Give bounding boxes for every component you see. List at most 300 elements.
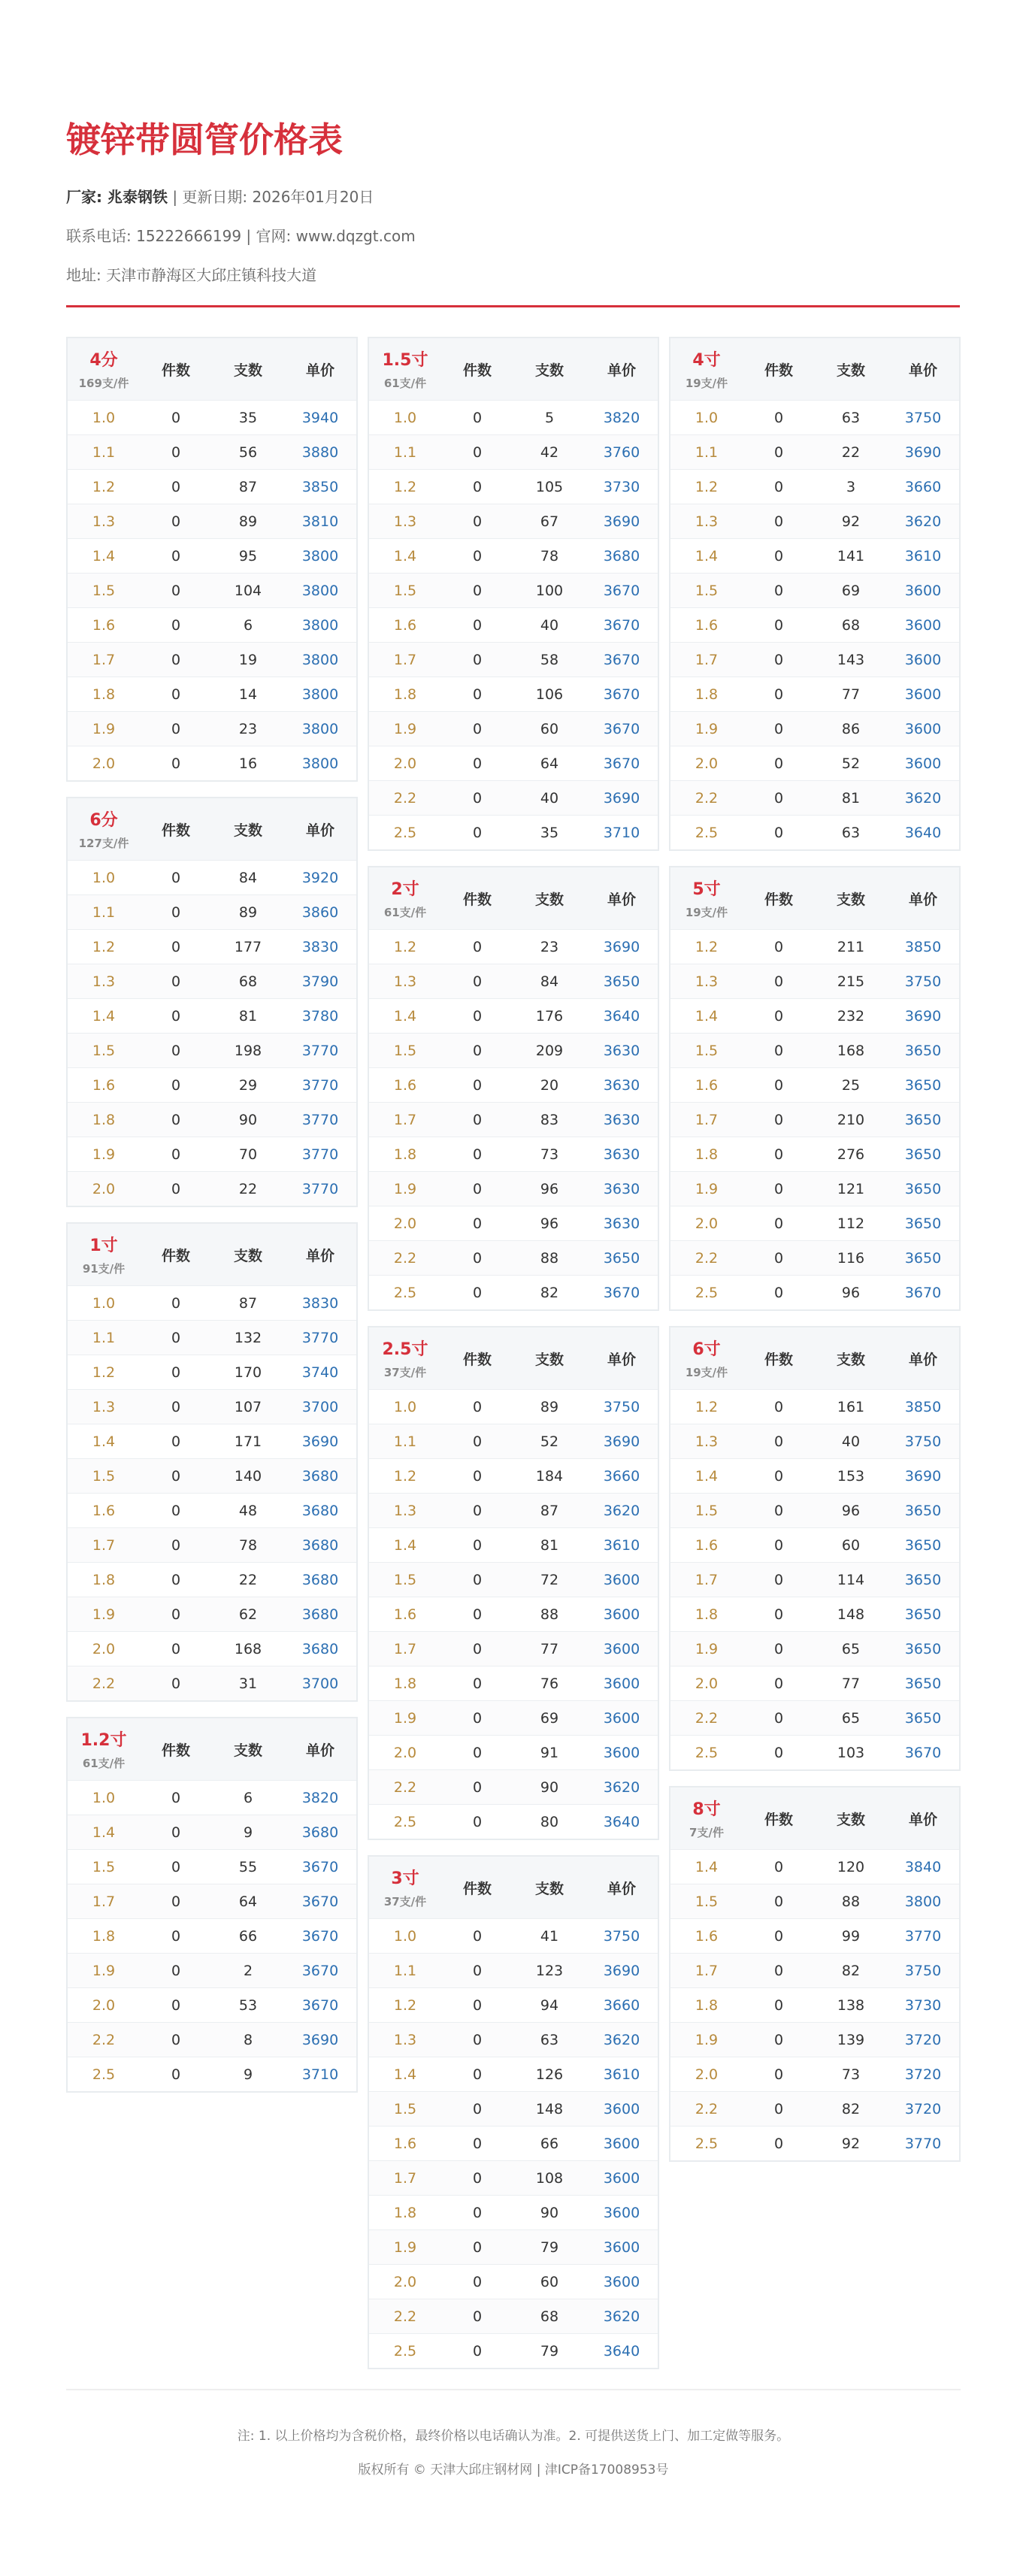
count-cell: 81 <box>540 1536 559 1554</box>
table-row <box>670 998 959 1033</box>
thickness-cell: 1.4 <box>393 1007 417 1025</box>
count-cell: 120 <box>837 1858 865 1875</box>
count-cell: 52 <box>540 1433 559 1450</box>
table-row <box>68 1320 356 1355</box>
pieces-cell: 0 <box>171 1606 181 1623</box>
count-cell: 215 <box>837 973 865 990</box>
table-row <box>670 677 959 711</box>
count-column-header: 支数 <box>534 891 564 908</box>
count-cell: 176 <box>535 1007 564 1025</box>
table-row <box>68 1815 356 1849</box>
spec-header <box>670 1787 743 1849</box>
pieces-cell: 0 <box>773 1606 784 1623</box>
table-row <box>369 1987 658 2022</box>
pieces-cell: 0 <box>773 1398 784 1415</box>
pieces-cell: 0 <box>472 1180 483 1197</box>
pieces-cell: 0 <box>773 1744 784 1761</box>
thickness-cell: 2.2 <box>92 1675 116 1692</box>
count-cell: 138 <box>837 1996 865 2014</box>
count-cell: 104 <box>234 582 262 599</box>
count-cell: 171 <box>234 1433 262 1450</box>
table-row <box>670 1884 959 1918</box>
pieces-cell: 0 <box>773 1433 784 1450</box>
table-row <box>369 538 658 573</box>
price-cell: 3600 <box>603 2204 640 2221</box>
price-table <box>669 866 961 1311</box>
table-row <box>670 1631 959 1666</box>
pieces-cell: 0 <box>171 973 181 990</box>
spec-header <box>68 1718 140 1780</box>
pieces-cell: 0 <box>773 1215 784 1232</box>
table-row <box>670 929 959 964</box>
table-row <box>670 1918 959 1953</box>
pieces-per-bundle: 127支/件 <box>78 837 129 850</box>
thickness-cell: 1.5 <box>92 1858 116 1875</box>
table-row <box>68 1102 356 1137</box>
count-cell: 63 <box>841 824 861 841</box>
price-cell: 3650 <box>603 973 640 990</box>
count-cell: 84 <box>238 869 258 886</box>
count-cell: 76 <box>540 1675 559 1692</box>
price-column-header: 单价 <box>607 1880 636 1897</box>
price-column-header: 单价 <box>305 822 334 839</box>
pieces-cell: 0 <box>472 2273 483 2290</box>
table-row <box>68 1884 356 1918</box>
table-row <box>670 1171 959 1206</box>
thickness-cell: 1.2 <box>92 1364 116 1381</box>
pieces-cell: 0 <box>472 513 483 530</box>
pieces-cell: 0 <box>171 1146 181 1163</box>
count-cell: 92 <box>841 513 861 530</box>
table-row <box>369 2299 658 2333</box>
pieces-cell: 0 <box>171 1893 181 1910</box>
count-cell: 48 <box>238 1502 258 1519</box>
thickness-cell: 1.6 <box>695 1927 719 1945</box>
table-row <box>369 1389 658 1424</box>
thickness-cell: 2.0 <box>92 755 116 772</box>
pieces-cell: 0 <box>171 1824 181 1841</box>
count-cell: 56 <box>238 443 258 461</box>
spec-header <box>68 338 140 400</box>
table-row <box>369 400 658 434</box>
price-table <box>669 1786 961 2162</box>
price-cell: 3670 <box>904 1744 942 1761</box>
price-column-header: 单价 <box>908 1811 937 1828</box>
table-row <box>68 929 356 964</box>
table-row <box>670 1849 959 1884</box>
count-column-header: 支数 <box>534 362 564 379</box>
thickness-cell: 1.7 <box>92 1536 116 1554</box>
price-cell: 3600 <box>603 1709 640 1727</box>
pieces-cell: 0 <box>171 1789 181 1806</box>
thickness-cell: 2.5 <box>695 1284 719 1301</box>
count-column-header: 支数 <box>836 1811 865 1828</box>
price-cell: 3750 <box>603 1398 640 1415</box>
table-row <box>68 1780 356 1815</box>
price-cell: 3640 <box>904 824 942 841</box>
thickness-cell: 1.8 <box>92 686 116 703</box>
count-cell: 77 <box>841 686 861 703</box>
thickness-cell: 1.9 <box>695 2031 719 2048</box>
pieces-column-header: 件数 <box>161 1742 190 1759</box>
table-row <box>369 677 658 711</box>
count-cell: 103 <box>837 1744 865 1761</box>
table-row <box>68 860 356 894</box>
pieces-cell: 0 <box>472 409 483 426</box>
pieces-cell: 0 <box>472 1111 483 1128</box>
pieces-cell: 0 <box>773 1180 784 1197</box>
price-cell: 3880 <box>301 443 339 461</box>
price-cell: 3690 <box>603 789 640 807</box>
spec-name: 3寸 <box>391 1869 419 1888</box>
table-row <box>670 1102 959 1137</box>
count-cell: 55 <box>238 1858 258 1875</box>
price-column-header: 单价 <box>908 891 937 908</box>
pieces-cell: 0 <box>171 1007 181 1025</box>
price-cell: 3600 <box>603 1640 640 1657</box>
table-row <box>68 1067 356 1102</box>
spec-header <box>369 1327 441 1389</box>
price-cell: 3650 <box>904 1249 942 1267</box>
price-cell: 3650 <box>904 1606 942 1623</box>
price-cell: 3660 <box>603 1467 640 1485</box>
pieces-cell: 0 <box>773 1536 784 1554</box>
count-column-header: 支数 <box>233 1247 262 1264</box>
pieces-column-header: 件数 <box>462 1880 492 1897</box>
pieces-per-bundle: 37支/件 <box>383 1895 427 1909</box>
price-table <box>368 866 659 1311</box>
thickness-cell: 1.4 <box>393 1536 417 1554</box>
count-cell: 87 <box>238 1294 258 1312</box>
thickness-cell: 1.3 <box>393 2031 417 2048</box>
price-cell: 3670 <box>603 616 640 634</box>
table-row <box>670 815 959 849</box>
pieces-cell: 0 <box>171 443 181 461</box>
thickness-cell: 2.5 <box>393 1813 417 1830</box>
count-cell: 60 <box>540 2273 559 2290</box>
thickness-cell: 1.3 <box>393 513 417 530</box>
table-row <box>369 1700 658 1735</box>
table-row <box>369 1918 658 1953</box>
thickness-cell: 1.5 <box>695 582 719 599</box>
price-cell: 3670 <box>904 1284 942 1301</box>
pieces-cell: 0 <box>472 1962 483 1979</box>
price-column-header: 单价 <box>607 891 636 908</box>
pieces-column-header: 件数 <box>764 362 793 379</box>
count-cell: 88 <box>540 1249 559 1267</box>
price-cell: 3690 <box>904 443 942 461</box>
spec-name: 6寸 <box>692 1340 721 1359</box>
count-cell: 82 <box>540 1284 559 1301</box>
pieces-cell: 0 <box>171 720 181 737</box>
thickness-cell: 1.2 <box>695 1398 719 1415</box>
price-cell: 3750 <box>904 1433 942 1450</box>
count-cell: 86 <box>841 720 861 737</box>
price-cell: 3600 <box>603 1744 640 1761</box>
price-table <box>66 1717 358 2093</box>
pieces-cell: 0 <box>472 1744 483 1761</box>
pieces-cell: 0 <box>171 938 181 955</box>
price-cell: 3670 <box>603 582 640 599</box>
spec-name: 8寸 <box>692 1800 721 1819</box>
table-row <box>369 998 658 1033</box>
pieces-cell: 0 <box>472 2135 483 2152</box>
price-cell: 3600 <box>904 720 942 737</box>
table-row <box>68 1666 356 1700</box>
price-cell: 3640 <box>603 1007 640 1025</box>
pieces-cell: 0 <box>773 1076 784 1094</box>
pieces-cell: 0 <box>472 2238 483 2256</box>
table-row <box>369 1424 658 1458</box>
price-cell: 3850 <box>904 938 942 955</box>
thickness-cell: 1.5 <box>393 1571 417 1588</box>
pieces-cell: 0 <box>472 755 483 772</box>
table-row <box>68 400 356 434</box>
thickness-cell: 1.8 <box>695 1606 719 1623</box>
pieces-per-bundle: 91支/件 <box>82 1262 126 1276</box>
pieces-cell: 0 <box>773 1927 784 1945</box>
pieces-per-bundle: 19支/件 <box>685 377 728 390</box>
price-cell: 3630 <box>603 1215 640 1232</box>
table-row <box>670 1597 959 1631</box>
price-cell: 3800 <box>301 720 339 737</box>
count-column-header: 支数 <box>233 362 262 379</box>
pieces-cell: 0 <box>472 1606 483 1623</box>
pieces-cell: 0 <box>472 2342 483 2360</box>
price-cell: 3690 <box>301 2031 339 2048</box>
table-header-row <box>670 1327 959 1389</box>
pieces-cell: 0 <box>472 686 483 703</box>
price-cell: 3650 <box>904 1675 942 1692</box>
table-row <box>369 746 658 780</box>
thickness-cell: 1.8 <box>393 2204 417 2221</box>
thickness-cell: 1.2 <box>695 478 719 495</box>
price-cell: 3690 <box>904 1467 942 1485</box>
pieces-column-header: 件数 <box>462 891 492 908</box>
spec-header <box>670 867 743 929</box>
thickness-cell: 1.7 <box>92 1893 116 1910</box>
spec-header <box>68 1224 140 1285</box>
pieces-cell: 0 <box>171 1294 181 1312</box>
count-cell: 132 <box>234 1329 262 1346</box>
thickness-cell: 2.0 <box>695 1675 719 1692</box>
count-cell: 148 <box>535 2100 564 2117</box>
table-row <box>68 2022 356 2057</box>
price-cell: 3710 <box>301 2066 339 2083</box>
thickness-cell: 1.1 <box>92 1329 116 1346</box>
pieces-cell: 0 <box>773 938 784 955</box>
thickness-cell: 1.9 <box>695 1640 719 1657</box>
count-cell: 79 <box>540 2342 559 2360</box>
price-cell: 3670 <box>301 1962 339 1979</box>
price-cell: 3770 <box>904 1927 942 1945</box>
pieces-cell: 0 <box>171 1042 181 1059</box>
count-cell: 14 <box>238 686 258 703</box>
pieces-per-bundle: 61支/件 <box>383 906 427 919</box>
price-cell: 3720 <box>904 2031 942 2048</box>
table-row <box>670 1666 959 1700</box>
thickness-cell: 1.9 <box>393 2238 417 2256</box>
pieces-cell: 0 <box>171 2066 181 2083</box>
table-row <box>369 1735 658 1769</box>
thickness-cell: 2.2 <box>695 1709 719 1727</box>
thickness-cell: 1.5 <box>92 1042 116 1059</box>
table-row <box>369 1493 658 1527</box>
pieces-cell: 0 <box>773 824 784 841</box>
thickness-cell: 2.0 <box>393 1744 417 1761</box>
table-header-row <box>369 1327 658 1389</box>
pieces-per-bundle: 19支/件 <box>685 906 728 919</box>
price-cell: 3620 <box>904 789 942 807</box>
thickness-cell: 1.5 <box>695 1502 719 1519</box>
count-cell: 68 <box>540 2308 559 2325</box>
thickness-cell: 1.1 <box>92 443 116 461</box>
thickness-cell: 1.4 <box>695 1007 719 1025</box>
pieces-cell: 0 <box>171 1536 181 1554</box>
price-cell: 3680 <box>301 1824 339 1841</box>
table-row <box>369 1666 658 1700</box>
count-cell: 92 <box>841 2135 861 2152</box>
count-cell: 25 <box>841 1076 861 1094</box>
pieces-cell: 0 <box>171 755 181 772</box>
price-cell: 3680 <box>301 1571 339 1588</box>
table-row <box>670 1527 959 1562</box>
pieces-cell: 0 <box>773 1893 784 1910</box>
price-cell: 3600 <box>603 2238 640 2256</box>
thickness-cell: 1.7 <box>393 1111 417 1128</box>
table-row <box>68 1953 356 1987</box>
count-cell: 184 <box>535 1467 564 1485</box>
price-table <box>368 337 659 851</box>
address-info: 地址: 天津市静海区大邱庄镇科技大道 <box>66 266 317 284</box>
price-cell: 3820 <box>603 409 640 426</box>
pieces-cell: 0 <box>472 1433 483 1450</box>
count-cell: 170 <box>234 1364 262 1381</box>
pieces-per-bundle: 37支/件 <box>383 1366 427 1379</box>
count-cell: 22 <box>238 1180 258 1197</box>
count-cell: 68 <box>841 616 861 634</box>
price-cell: 3600 <box>603 2273 640 2290</box>
thickness-cell: 1.0 <box>92 409 116 426</box>
count-cell: 66 <box>540 2135 559 2152</box>
table-row <box>369 2333 658 2368</box>
pieces-cell: 0 <box>171 1398 181 1415</box>
pieces-cell: 0 <box>171 547 181 565</box>
price-cell: 3620 <box>603 2031 640 2048</box>
price-cell: 3680 <box>301 1606 339 1623</box>
thickness-cell: 1.5 <box>393 1042 417 1059</box>
thickness-cell: 1.1 <box>92 904 116 921</box>
price-cell: 3670 <box>603 1284 640 1301</box>
thickness-cell: 1.4 <box>92 547 116 565</box>
price-table <box>66 1222 358 1702</box>
count-cell: 108 <box>535 2169 564 2187</box>
table-row <box>68 1033 356 1067</box>
price-cell: 3680 <box>301 1536 339 1554</box>
thickness-cell: 2.0 <box>695 1215 719 1232</box>
count-cell: 23 <box>540 938 559 955</box>
thickness-cell: 1.6 <box>695 616 719 634</box>
table-row <box>670 434 959 469</box>
pieces-cell: 0 <box>773 1467 784 1485</box>
count-cell: 94 <box>540 1996 559 2014</box>
thickness-cell: 1.9 <box>92 720 116 737</box>
price-cell: 3750 <box>904 409 942 426</box>
pieces-cell: 0 <box>171 616 181 634</box>
price-cell: 3770 <box>301 1180 339 1197</box>
price-cell: 3830 <box>301 938 339 955</box>
count-cell: 141 <box>837 547 865 565</box>
table-row <box>670 1700 959 1735</box>
thickness-cell: 1.3 <box>393 1502 417 1519</box>
thickness-cell: 2.5 <box>92 2066 116 2083</box>
pieces-cell: 0 <box>472 651 483 668</box>
count-cell: 276 <box>837 1146 865 1163</box>
thickness-cell: 2.0 <box>695 2066 719 2083</box>
thickness-cell: 1.6 <box>92 1502 116 1519</box>
price-cell: 3600 <box>904 755 942 772</box>
count-cell: 72 <box>540 1571 559 1588</box>
pieces-cell: 0 <box>472 1502 483 1519</box>
count-cell: 153 <box>837 1467 865 1485</box>
count-cell: 65 <box>841 1709 861 1727</box>
count-cell: 60 <box>540 720 559 737</box>
price-cell: 3860 <box>301 904 339 921</box>
count-cell: 89 <box>540 1398 559 1415</box>
pieces-cell: 0 <box>472 1284 483 1301</box>
count-cell: 68 <box>238 973 258 990</box>
count-cell: 96 <box>540 1215 559 1232</box>
table-row <box>369 1769 658 1804</box>
table-header-row <box>369 338 658 400</box>
page-title: 镀锌带圆管价格表 <box>66 120 343 160</box>
count-cell: 87 <box>238 478 258 495</box>
pieces-cell: 0 <box>171 686 181 703</box>
table-row <box>369 1275 658 1309</box>
price-cell: 3690 <box>603 1962 640 1979</box>
table-row <box>68 1597 356 1631</box>
pieces-cell: 0 <box>171 409 181 426</box>
price-tables-area <box>66 337 961 2366</box>
count-cell: 29 <box>238 1076 258 1094</box>
table-row <box>670 1206 959 1240</box>
price-cell: 3650 <box>603 1249 640 1267</box>
table-row <box>68 607 356 642</box>
pieces-cell: 0 <box>472 720 483 737</box>
pieces-per-bundle: 19支/件 <box>685 1366 728 1379</box>
pieces-cell: 0 <box>773 513 784 530</box>
table-row <box>369 1527 658 1562</box>
table-row <box>369 1102 658 1137</box>
table-row <box>68 1389 356 1424</box>
count-cell: 31 <box>238 1675 258 1692</box>
price-cell: 3800 <box>301 755 339 772</box>
count-cell: 80 <box>540 1813 559 1830</box>
price-cell: 3670 <box>603 686 640 703</box>
table-row <box>68 1527 356 1562</box>
thickness-cell: 1.6 <box>695 1076 719 1094</box>
factory-info <box>66 186 960 207</box>
table-row <box>68 573 356 607</box>
table-row <box>670 711 959 746</box>
price-cell: 3620 <box>603 1502 640 1519</box>
thickness-cell: 1.3 <box>92 513 116 530</box>
price-cell: 3630 <box>603 1180 640 1197</box>
count-cell: 5 <box>544 409 555 426</box>
thickness-cell: 2.2 <box>393 1249 417 1267</box>
price-table <box>669 1326 961 1771</box>
price-cell: 3600 <box>603 1571 640 1588</box>
